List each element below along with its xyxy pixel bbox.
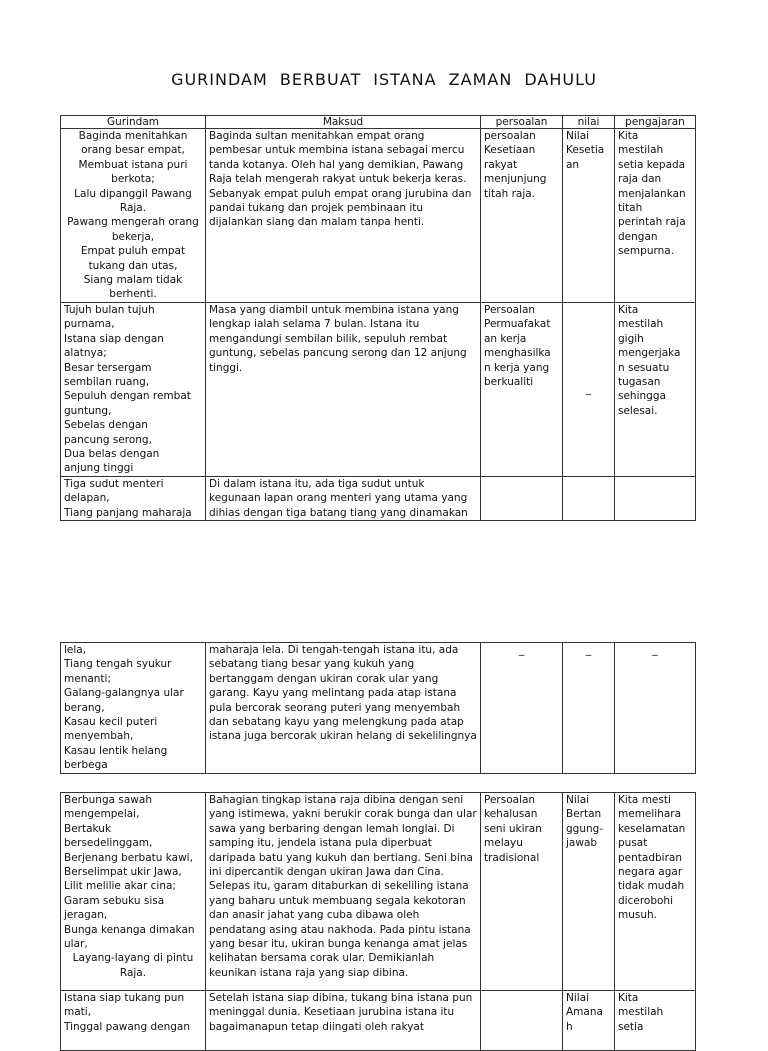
cell-pengajaran: Kita mestilah gigih mengerjaka n sesuatu tugasan sehingga selesai. [615, 302, 696, 476]
cell-persoalan [481, 476, 563, 520]
table-row [61, 991, 696, 1051]
cell-persoalan [481, 991, 563, 1051]
cell-gurindam: Tujuh bulan tujuh purnama, Istana siap dengan alatnya; Besar tersergam sembilan ruang, Sepuluh dengan rembat guntung, Sebelas dengan pancung serong, Dua belas dengan anjung tinggi [61, 302, 206, 476]
cell-persoalan: Persoalan Permuafakat an kerja menghasilka n kerja yang berkualiti [481, 302, 563, 476]
page-title: GURINDAM BERBUAT ISTANA ZAMAN DAHULU [171, 70, 597, 89]
cell-pengajaran: _ [615, 643, 696, 774]
cell-nilai: Nilai Bertan ggung- jawab [563, 793, 615, 991]
header-gurindam: Gurindam [61, 116, 206, 129]
cell-maksud: Di dalam istana itu, ada tiga sudut untuk kegunaan lapan orang menteri yang utama yang dihias dengan tiga batang tiang yang dinamakan [206, 476, 481, 520]
cell-gurindam: Tiga sudut menteri delapan, Tiang panjang maharaja [61, 476, 206, 520]
header-maksud: Maksud [206, 116, 481, 129]
header-nilai: nilai [563, 116, 615, 129]
cell-nilai: Nilai Amana h [563, 991, 615, 1051]
cell-gurindam: Baginda menitahkan orang besar empat, Membuat istana puri berkota; Lalu dipanggil Pawang Raja. Pawang mengerah orang bekerja, Empat puluh empat tukang dan utas, Siang malam tidak berhenti. [61, 129, 206, 303]
cell-pengajaran: Kita mesti memelihara keselamatan pusat pentadbiran negara agar tidak mudah dicerobohi musuh. [615, 793, 696, 991]
gurindam-table-1 [60, 115, 696, 521]
cell-persoalan: Persoalan kehalusan seni ukiran melayu tradisional [481, 793, 563, 991]
table-row [61, 476, 696, 520]
cell-pengajaran [615, 476, 696, 520]
gurindam-lines: Berbunga sawah mengempelai, Bertakuk bersedelinggam, Berjenang berbatu kawi, Berselimpat ukir Jawa, Lilit melilie akar cina; Garam sebuku sisa jeragan, Bunga kenanga dimakan ular, [64, 794, 195, 951]
cell-maksud: Baginda sultan menitahkan empat orang pembesar untuk membina istana sebagai mercu tanda kotanya. Oleh hal yang demikian, Pawang Raja telah mengerah rakyat untuk bekerja keras. Sebanyak empat puluh empat orang jurubina dan pandai tukang dan projek pembinaan itu dijalankan siang dan malam tanpa henti. [206, 129, 481, 303]
cell-maksud: maharaja lela. Di tengah-tengah istana itu, ada sebatang tiang besar yang kukuh yang bertanggam dengan ukiran corak ular yang garang. Kayu yang melintang pada atap istana pula bercorak seorang puteri yang menyembah dan sebatang kayu yang melengkung pada atap istana juga bercorak ukiran helang di sekelilingnya [206, 643, 481, 774]
header-pengajaran: pengajaran [615, 116, 696, 129]
cell-maksud: Setelah istana siap dibina, tukang bina istana pun meninggal dunia. Kesetiaan jurubina istana itu bagaimanapun tetap diingati oleh rakyat [206, 991, 481, 1051]
gurindam-table-3 [60, 792, 696, 1051]
header-persoalan: persoalan [481, 116, 563, 129]
table-row [61, 129, 696, 303]
cell-gurindam: Istana siap tukang pun mati, Tinggal pawang dengan [61, 991, 206, 1051]
cell-nilai: Nilai Kesetia an [563, 129, 615, 303]
gurindam-table-2 [60, 642, 696, 774]
table-header-row [61, 116, 696, 129]
cell-nilai [563, 476, 615, 520]
cell-pengajaran: Kita mestilah setia kepada raja dan menjalankan titah perintah raja dengan sempurna. [615, 129, 696, 303]
table-row [61, 793, 696, 991]
cell-maksud: Masa yang diambil untuk membina istana yang lengkap ialah selama 7 bulan. Istana itu mengandungi sembilan bilik, sepuluh rembat guntung, sebelas pancung serong dan 12 anjung tinggi. [206, 302, 481, 476]
cell-nilai: _ [563, 643, 615, 774]
table-row [61, 302, 696, 476]
cell-persoalan: persoalan Kesetiaan rakyat menjunjung titah raja. [481, 129, 563, 303]
table-row [61, 643, 696, 774]
cell-nilai: _ [563, 302, 615, 476]
cell-gurindam: lela, Tiang tengah syukur menanti; Galang-galangnya ular berang, Kasau kecil puteri menyembah, Kasau lentik helang berbega [61, 643, 206, 774]
cell-maksud: Bahagian tingkap istana raja dibina dengan seni yang istimewa, yakni berukir corak bunga dan ular sawa yang berbaring dengan lemah longlai. Di samping itu, jendela istana pula diperbuat daripada batu yang kukuh dan bertiang. Seni bina ini dipercantik dengan ukiran Jawa dan Cina. Selepas itu, garam ditaburkan di sekeliling istana yang baharu untuk membuang segala kekotoran dan anasir jahat yang cuba dibawa oleh pendatang asing atau nakhoda. Pada pintu istana yang besar itu, ukiran bunga kenanga amat jelas kelihatan bersama corak ular. Demikianlah keunikan istana raja yang siap dibina. [206, 793, 481, 991]
gurindam-lines-centered: Layang-layang di pintu Raja. [72, 952, 194, 979]
cell-pengajaran: Kita mestilah setia [615, 991, 696, 1051]
cell-persoalan: _ [481, 643, 563, 774]
cell-gurindam [61, 793, 206, 991]
